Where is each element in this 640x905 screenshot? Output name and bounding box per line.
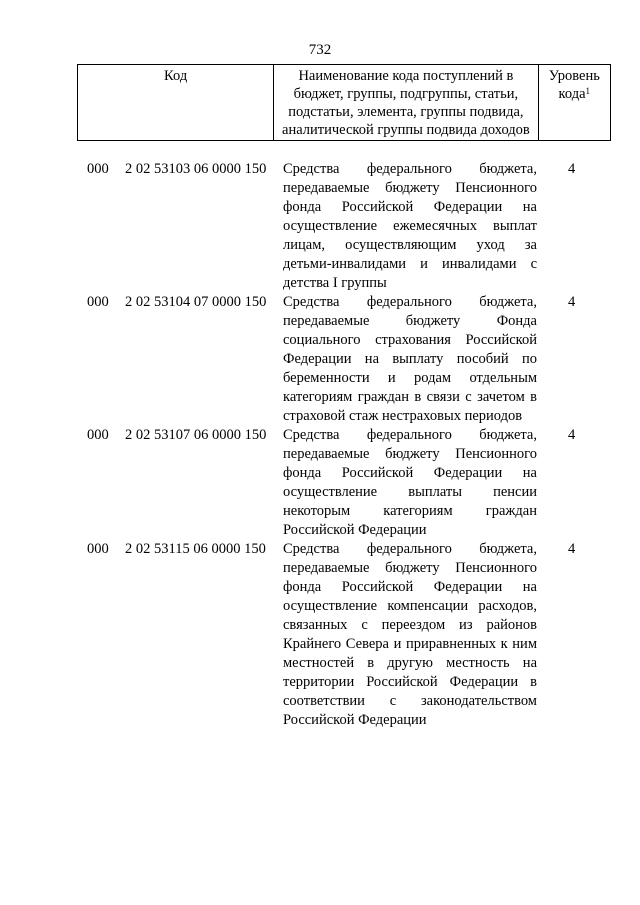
row-admin-code: 000 bbox=[87, 161, 109, 177]
header-level-footnote: 1 bbox=[585, 86, 591, 96]
header-code: Код bbox=[78, 65, 274, 141]
row-admin-code: 000 bbox=[87, 541, 109, 557]
row-admin-code: 000 bbox=[87, 294, 109, 310]
row-revenue-code: 2 02 53104 07 0000 150 bbox=[125, 294, 267, 310]
row-name: Средства федерального бюджета, передаваемые бюджету Пенсионного фонда Российской Федерации на осуществление компенсации расходов, связанных с переездом из районов Крайнего Севера и приравненных к ним местностей в другую местность на территории Российской Федерации в соответствии с законодательством Российской Федерации bbox=[283, 541, 537, 728]
table-row bbox=[0, 293, 640, 426]
row-revenue-code: 2 02 53115 06 0000 150 bbox=[125, 541, 266, 557]
row-level: 4 bbox=[568, 294, 576, 310]
row-level: 4 bbox=[568, 161, 576, 177]
page-number: 732 bbox=[308, 42, 332, 58]
row-admin-code: 000 bbox=[87, 427, 109, 443]
row-revenue-code: 2 02 53103 06 0000 150 bbox=[125, 161, 267, 177]
row-level: 4 bbox=[568, 541, 576, 557]
row-name: Средства федерального бюджета, передаваемые бюджету Фонда социального страхования Российской Федерации на выплату пособий по беременности и родам отдельным категориям граждан в связи с зачетом в страховой стаж нестраховых периодов bbox=[283, 294, 537, 424]
row-name: Средства федерального бюджета, передаваемые бюджету Пенсионного фонда Российской Федерации на осуществление выплаты пенсии некоторым категориям граждан Российской Федерации bbox=[283, 427, 537, 538]
table-row bbox=[0, 540, 640, 730]
table-body bbox=[0, 160, 640, 730]
header-name: Наименование кода поступлений в бюджет, группы, подгруппы, статьи, подстатьи, элемента, группы подвида, аналитической группы подвида доходов bbox=[274, 65, 538, 141]
table-header bbox=[77, 64, 611, 141]
header-level: Уровень кода bbox=[548, 68, 600, 102]
row-level: 4 bbox=[568, 427, 576, 443]
row-name: Средства федерального бюджета, передаваемые бюджету Пенсионного фонда Российской Федерации на осуществление ежемесячных выплат лицам, осуществляющим уход за детьми-инвалидами и инвалидами с детства I группы bbox=[283, 161, 537, 291]
row-revenue-code: 2 02 53107 06 0000 150 bbox=[125, 427, 267, 443]
table-row bbox=[0, 426, 640, 540]
table-row bbox=[0, 160, 640, 293]
header-level-cell bbox=[538, 65, 610, 141]
